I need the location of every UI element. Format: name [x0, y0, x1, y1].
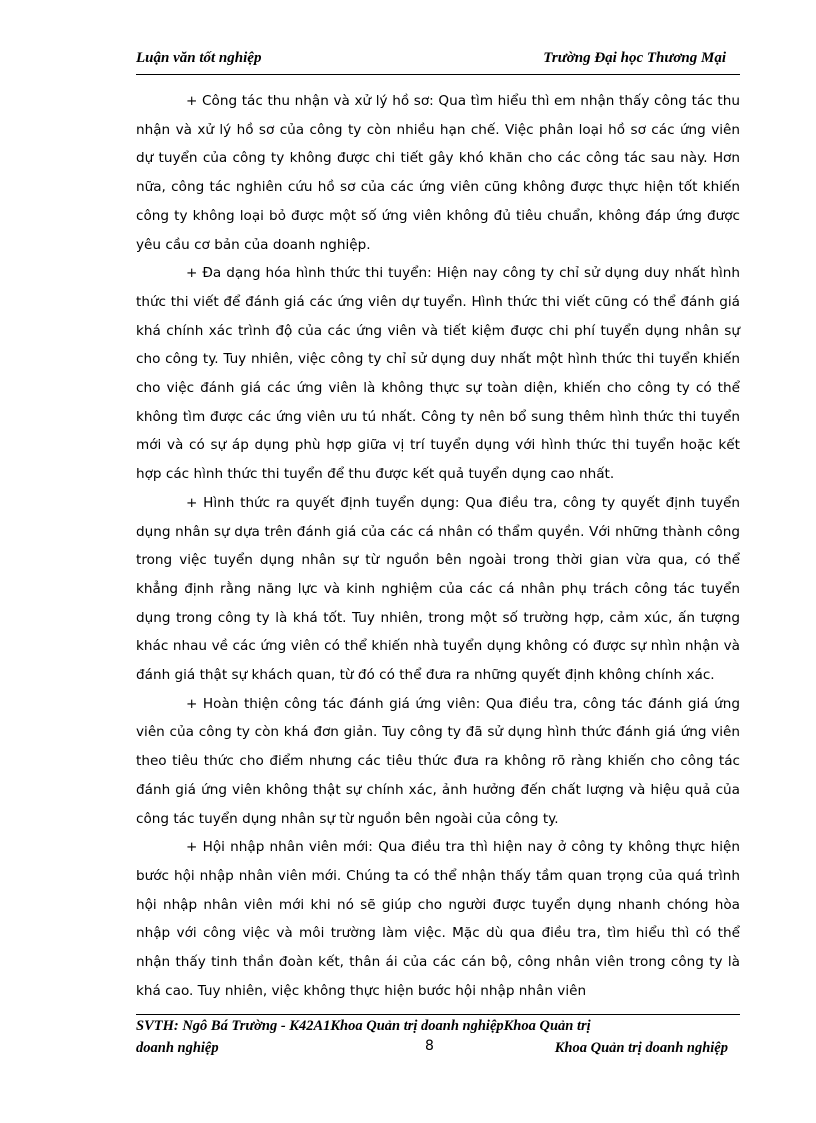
paragraph-hiring-decision: + Hình thức ra quyết định tuyển dụng: Qua điều tra, công ty quyết định tuyển dụng nhân sự dựa trên đánh giá của các cá nhân có thẩm quyền. Với những thành công trong việc tuyển dụng nhân sự từ nguồn bên ngoài trong thời gian vừa qua, có thể khẳng định rằng năng lực và kinh nghiệm của các cá nhân phụ trách công tác tuyển dụng trong công ty là khá tốt. Tuy nhiên, trong một số trường hợp, cảm xúc, ấn tượng khác nhau về các ứng viên có thể khiến nhà tuyển dụng không có được sự nhìn nhận và đánh giá thật sự khách quan, từ đó có thể đưa ra những quyết định không chính xác.	[136, 494, 740, 684]
footer-department: Khoa Quản trị doanh nghiệp	[554, 1040, 728, 1056]
paragraph-candidate-evaluation: + Hoàn thiện công tác đánh giá ứng viên: Qua điều tra, công tác đánh giá ứng viên của công ty còn khá đơn giản. Tuy công ty đã sử dụng hình thức đánh giá ứng viên theo tiêu thức cho điểm nhưng các tiêu thức đưa ra không rõ ràng khiến cho công tác đánh giá ứng viên không thật sự chính xác, ảnh hưởng đến chất lượng và hiệu quả của công tác tuyển dụng nhân sự từ nguồn bên ngoài của công ty.	[136, 695, 740, 827]
header-thesis-title: Luận văn tốt nghiệp	[136, 50, 262, 66]
page-number: 8	[425, 1038, 434, 1054]
footer-student-info: SVTH: Ngô Bá Trường - K42A1Khoa Quản trị doanh nghiệpKhoa Quản trị	[136, 1018, 591, 1034]
paragraph-new-employee-integration: + Hội nhập nhân viên mới: Qua điều tra thì hiện nay ở công ty không thực hiện bước hội nhập nhân viên mới. Chúng ta có thể nhận thấy tầm quan trọng của quá trình hội nhập nhân viên mới khi nó sẽ giúp cho người được tuyển dụng nhanh chóng hòa nhập với công việc và môi trường làm việc. Mặc dù qua điều tra, tìm hiểu thì có thể nhận thấy tinh thần đoàn kết, thân ái của các cán bộ, công nhân viên trong công ty là khá cao. Tuy nhiên, việc không thực hiện bước hội nhập nhân viên	[136, 839, 740, 999]
footer-department-continued: doanh nghiệp	[136, 1040, 219, 1056]
paragraph-exam-diversification: + Đa dạng hóa hình thức thi tuyển: Hiện nay công ty chỉ sử dụng duy nhất hình thức thi viết để đánh giá các ứng viên dự tuyển. Hình thức thi viết cũng có thể đánh giá khá chính xác trình độ của các ứng viên và tiết kiệm được chi phí tuyển dụng nhân sự cho công ty. Tuy nhiên, việc công ty chỉ sử dụng duy nhất một hình thức thi tuyển khiến cho việc đánh giá các ứng viên là không thực sự toàn diện, khiến cho công ty có thể không tìm được các ứng viên ưu tú nhất. Công ty nên bổ sung thêm hình thức thi tuyển mới và có sự áp dụng phù hợp giữa vị trí tuyển dụng với hình thức thi tuyển hoặc kết hợp các hình thức thi tuyển để thu được kết quả tuyển dụng cao nhất.	[136, 265, 740, 483]
header-university-name: Trường Đại học Thương Mại	[543, 50, 726, 66]
footer-divider	[136, 1014, 740, 1015]
page-footer	[136, 1018, 740, 1062]
header-divider	[136, 74, 740, 75]
document-body	[136, 87, 740, 1006]
paragraph-profile-processing: + Công tác thu nhận và xử lý hồ sơ: Qua tìm hiểu thì em nhận thấy công tác thu nhận và xử lý hồ sơ của công ty còn nhiều hạn chế. Việc phân loại hồ sơ các ứng viên dự tuyển của công ty không được chi tiết gây khó khăn cho các công tác sau này. Hơn nữa, công tác nghiên cứu hồ sơ của các ứng viên cũng không được thực hiện tốt khiến công ty không loại bỏ được một số ứng viên không đủ tiêu chuẩn, không đáp ứng được yêu cầu cơ bản của doanh nghiệp.	[136, 93, 740, 253]
page-header	[136, 48, 740, 74]
